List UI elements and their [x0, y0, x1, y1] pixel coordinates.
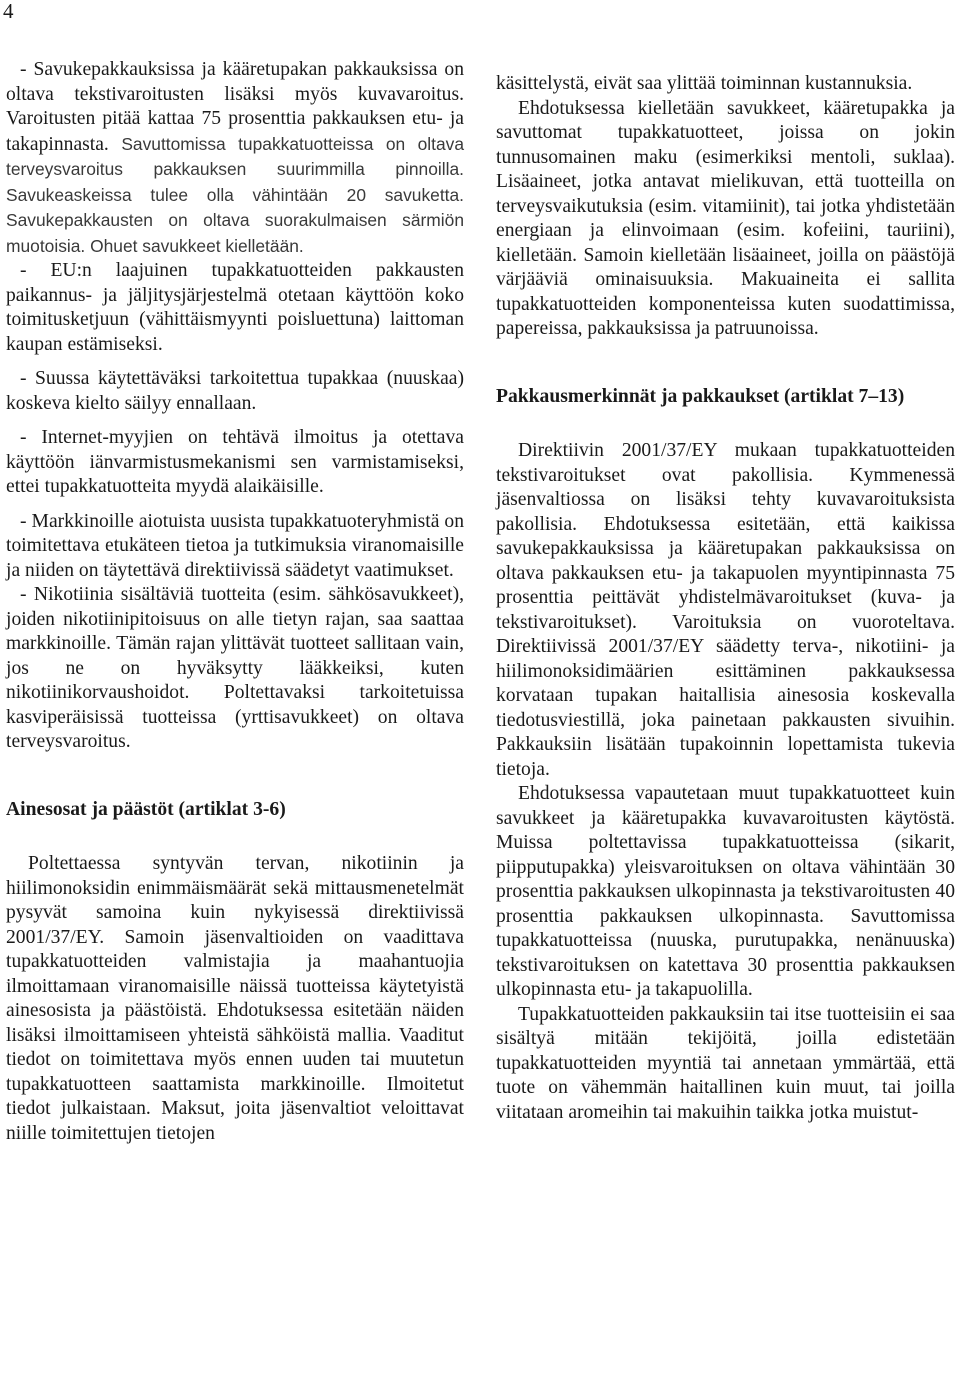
bullet-packaging-warnings-sans: Savuttomissa tupakkatuotteissa on oltava terveysvaroitus pakkauksen suurimmilla pinnoilla. Savukeaskeissa tulee olla vähintään 20 savuketta. Savukepakkausten on oltava suorakulmaisen särmiön muotoisia. Ohuet savukkeet kielletään.	[6, 133, 464, 256]
bullet-tracking-system: - EU:n laajuinen tupakkatuotteiden pakkausten paikannus- ja jäljitysjärjestelmä otetaan käyttöön koko toimitusketjuun (vähittäismyynti poisluettuna) laittoman kaupan estämiseksi.	[6, 260, 464, 355]
paragraph-exemptions: Ehdotuksessa vapautetaan muut tupakkatuotteet kuin savukkeet ja kääretupakka kuvavaroitusten käytöstä. Muissa poltettavissa tupakkatuotteissa (sikarit, piipputupakka) yleisvaroituksen on oltava vähintään 30 prosenttia pakkauksen ulkopinnasta ja tekstivaroitusten 40 prosenttia pakkauksen ulkopinnasta. Savuttomissa tupakkatuotteissa (nuuska, purutupakka, nenänuuska) tekstivaroituksen on katettava 30 prosenttia pakkauksen ulkopinnasta etu- ja takapuolilla.	[496, 783, 955, 1000]
bullet-nicotine-products: - Nikotiinia sisältäviä tuotteita (esim. sähkösavukkeet), joiden nikotiinipitoisuus on alle tietyn rajan, saa saattaa markkinoille. Tämän rajan ylittävät tuotteet sallitaan vain, jos ne on hyväksytty lääkkeiksi, kuten nikotiinikorvaushoidot. Poltettavaksi tarkoitetuissa kasviperäisissä tuotteissa (yrttisavukkeet) on oltava terveysvaroitus.	[6, 584, 464, 752]
bullet-internet-sellers: - Internet-myyjien on tehtävä ilmoitus ja otettava käyttöön iänvarmistusmekanismi sen varmistamiseksi, ettei tupakkatuotteita myydä alaikäisille.	[6, 427, 464, 497]
paragraph-ingredients: Poltettaessa syntyvän tervan, nikotiinin ja hiilimonoksidin enimmäismäärät sekä mittausmenetelmät pysyvät samoina kuin nykyisessä direktiivissä 2001/37/EY. Samoin jäsenvaltioiden on vaadittava tupakkatuotteiden valmistajia ja maahantuojia ilmoittamaan viranomaisille näissä tuotteissa käytetyistä ainesosista ja päästöistä. Ehdotuksessa esitetään näiden lisäksi ilmoittamiseen yhteistä sähköistä mallia. Vaaditut tiedot on toimitettava myös ennen uuden tai muutetun tupakkatuotteen saattamista markkinoille. Ilmoitetut tiedot julkaistaan. Maksut, joita jäsenvaltiot veloittavat niille toimitettujen tietojen	[6, 853, 464, 1144]
right-column	[496, 72, 955, 1125]
left-column	[6, 58, 464, 1146]
paragraph-flavours: Ehdotuksessa kielletään savukkeet, kääretupakka ja savuttomat tupakkatuotteet, joissa on jokin tunnusomainen maku (esimerkiksi mentoli, suklaa). Lisäaineet, jotka antavat mielikuvan, että tuotteilla on terveysvaikutuksia (esim. vitamiinit), tai jotka yhdistetään energiaan ja elinvoimaan (esim. kofeiini, tauriini), kielletään. Samoin kielletään lisäaineet, joilla on päästöjä värjääviä ominaisuuksia. Makuaineita ei sallita tupakkatuotteiden komponenteissa kuten suodattimissa, papereissa, pakkauksissa ja patruunoissa.	[496, 97, 955, 339]
section-heading-ingredients: Ainesosat ja päästöt (artiklat 3-6)	[6, 798, 286, 820]
bullet-packaging-warnings	[6, 58, 464, 259]
bullet-packaging-warnings-serif: - Savukepakkauksissa ja kääretupakan pakkauksissa on oltava tekstivaroitusten lisäksi myös kuvavaroitus. Varoitusten pitää kattaa 75 prosenttia pakkauksen etu- ja takapinnasta.	[6, 59, 464, 155]
section-heading-packaging: Pakkausmerkinnät ja pakkaukset (artiklat 7–13)	[496, 385, 905, 407]
bullet-new-products: - Markkinoille aiotuista uusista tupakkatuoteryhmistä on toimitettava etukäteen tietoa ja tutkimuksia viranomaisille ja niiden on täytettävä direktiivissä säädetyt vaatimukset.	[6, 510, 464, 581]
paragraph-warnings: Direktiivin 2001/37/EY mukaan tupakkatuotteiden tekstivaroitukset ovat pakollisia. Kymmenessä jäsenvaltiossa on lisäksi tehty kuvavaroituksista pakollisia. Ehdotuksessa esitetään, että kaikissa savukepakkauksissa ja kääretupakan pakkauksissa on oltava pakkauksen etu- ja takapuolen myyntipinnasta 75 prosenttia peittävät yhdistelmävaroitukset (kuva- ja tekstivaroitukset). Varoituksia on vuoroteltava. Direktiivissä 2001/37/EY säädetty terva-, nikotiini- ja hiilimonoksidimäärien esittäminen pakkauksessa korvataan tupakan haitallisia ainesosia koskevalla tiedotusviestillä, joka painetaan pakkausten sivuihin. Pakkauksiin lisätään tupakoinnin lopettamista tukevia tietoja.	[496, 440, 955, 780]
paragraph-continuation: käsittelystä, eivät saa ylittää toiminnan kustannuksia.	[496, 73, 913, 94]
bullet-snus-ban: - Suussa käytettäväksi tarkoitettua tupakkaa (nuuskaa) koskeva kielto säilyy ennallaan.	[6, 368, 464, 414]
page-number: 4	[3, 0, 14, 23]
paragraph-misleading-elements: Tupakkatuotteiden pakkauksiin tai itse tuotteisiin ei saa sisältyä mitään tekijöitä, joilla edistetään tupakkatuotteiden myyntiä tai annetaan ymmärtää, että tuote on vähemmän haitallinen kuin muut, tai joilla viitataan aromeihin tai makuihin taikka jotka muistut-	[496, 1003, 955, 1123]
